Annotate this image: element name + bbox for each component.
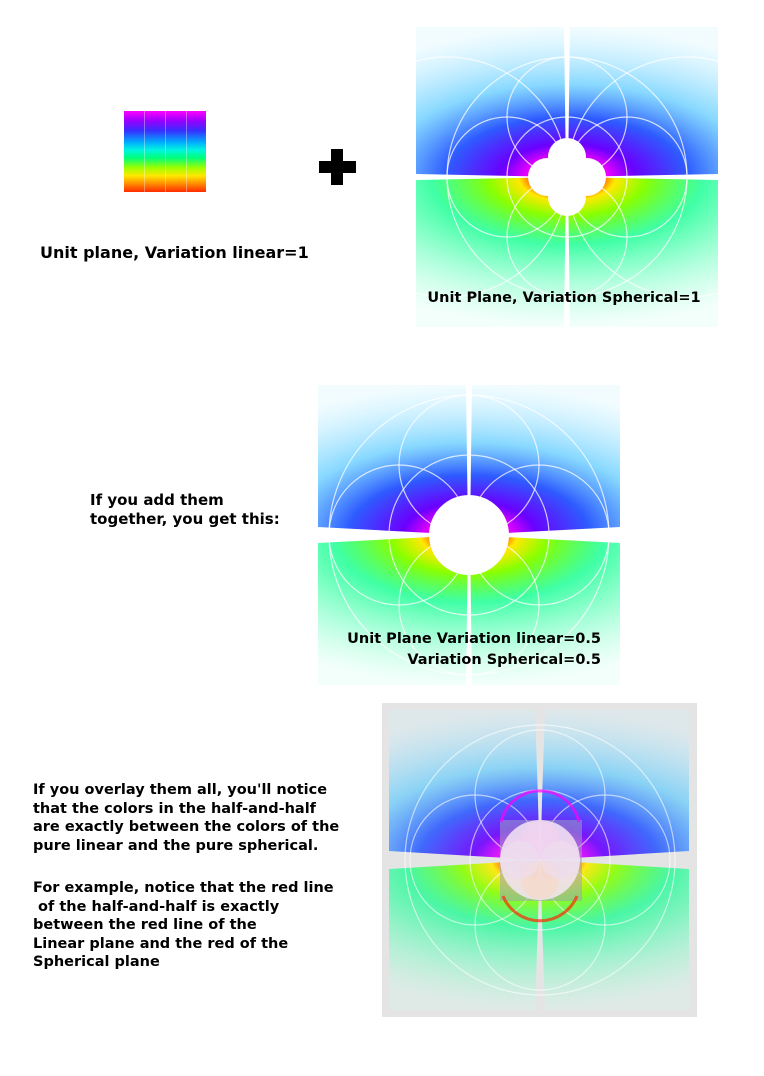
combined-intro-text: If you add them together, you get this: [90,491,280,528]
overlay-paragraph-1: If you overlay them all, you'll notice that the colors in the half-and-half are exactly between the colors of the pure linear and the pure spherical. [33,782,340,854]
combined-caption-line2: Variation Spherical=0.5 [407,652,601,668]
overlay-paragraph-2: For example, notice that the red line of the half-and-half is exactly between the red line of the Linear plane and the red of the Spherical plane [33,880,334,970]
combined-center-hole [429,495,509,575]
plus-icon [319,149,356,185]
combined-caption-line1: Unit Plane Variation linear=0.5 [347,631,601,647]
linear-plane-caption: Unit plane, Variation linear=1 [40,243,309,262]
overlay-plane-image [382,703,697,1017]
spherical-plane-caption: Unit Plane, Variation Spherical=1 [427,290,701,306]
spherical-plane-image [416,27,718,327]
combined-plane-image [318,385,620,685]
linear-plane-square [124,111,206,192]
